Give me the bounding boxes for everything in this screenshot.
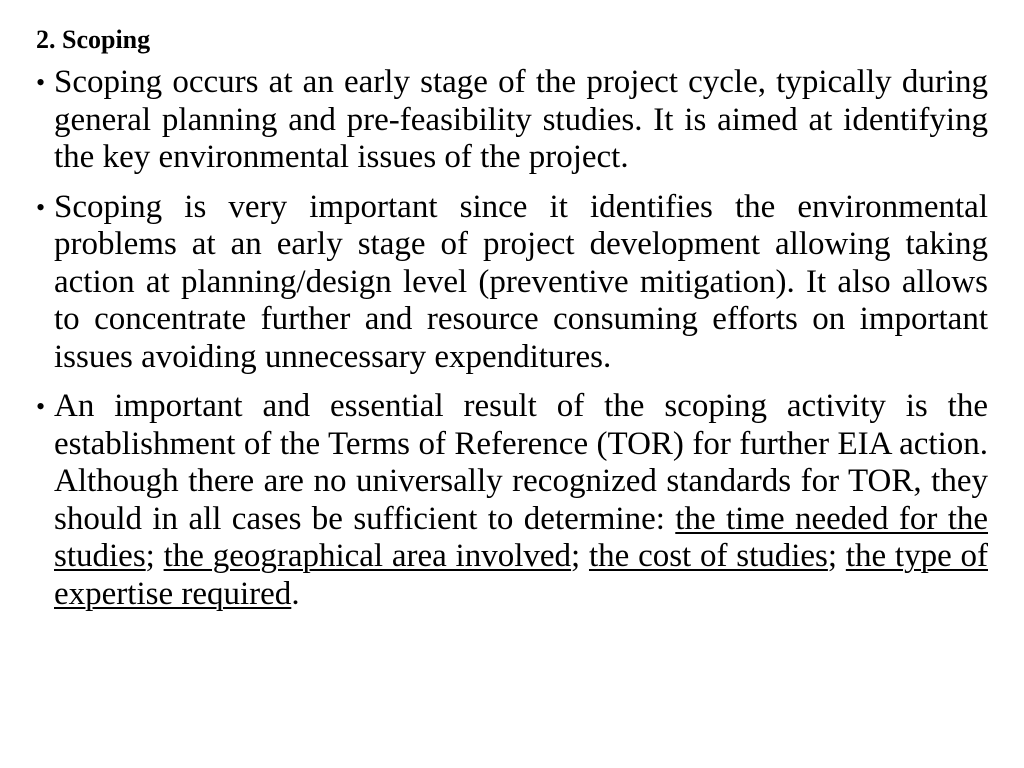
- list-item: [36, 388, 988, 613]
- separator: ;: [145, 538, 164, 574]
- bullet-text: Scoping is very important since it identifies the environmental problems at an early stage of project development allowing taking action at planning/design level (preventive mitigation). It also allows to concentrate further and resource consuming efforts on important issues avoiding unnecessary expenditures.: [54, 188, 988, 375]
- bullet-icon: •: [36, 392, 46, 421]
- bullet-list: [36, 64, 988, 613]
- tor-item-time: the time needed for the studies: [54, 500, 989, 574]
- list-item: [36, 189, 988, 377]
- list-item: [36, 64, 988, 177]
- bullet-text: Scoping occurs at an early stage of the project cycle, typically during general planning and pre-feasibility studies. It is aimed at identifying the key environmental issues of the project.: [54, 64, 988, 175]
- tor-item-cost: the cost of studies: [588, 538, 828, 574]
- tor-intro: An important and essential result of the scoping activity is the establishment of the Terms of Reference (TOR) for further EIA action. Although there are no universally recognized standards for TOR, they should in all cases be sufficient to determine:: [54, 388, 988, 537]
- tor-item-area: the geographical area involved: [163, 538, 572, 574]
- end-punctuation: .: [291, 575, 300, 612]
- bullet-icon: •: [36, 192, 46, 222]
- tor-item-expertise: the type of expertise required: [54, 538, 988, 612]
- separator: ;: [571, 538, 589, 574]
- bullet-text: [54, 388, 988, 613]
- separator: ;: [827, 538, 846, 574]
- bullet-icon: •: [36, 68, 46, 97]
- page-title: 2. Scoping: [36, 25, 151, 54]
